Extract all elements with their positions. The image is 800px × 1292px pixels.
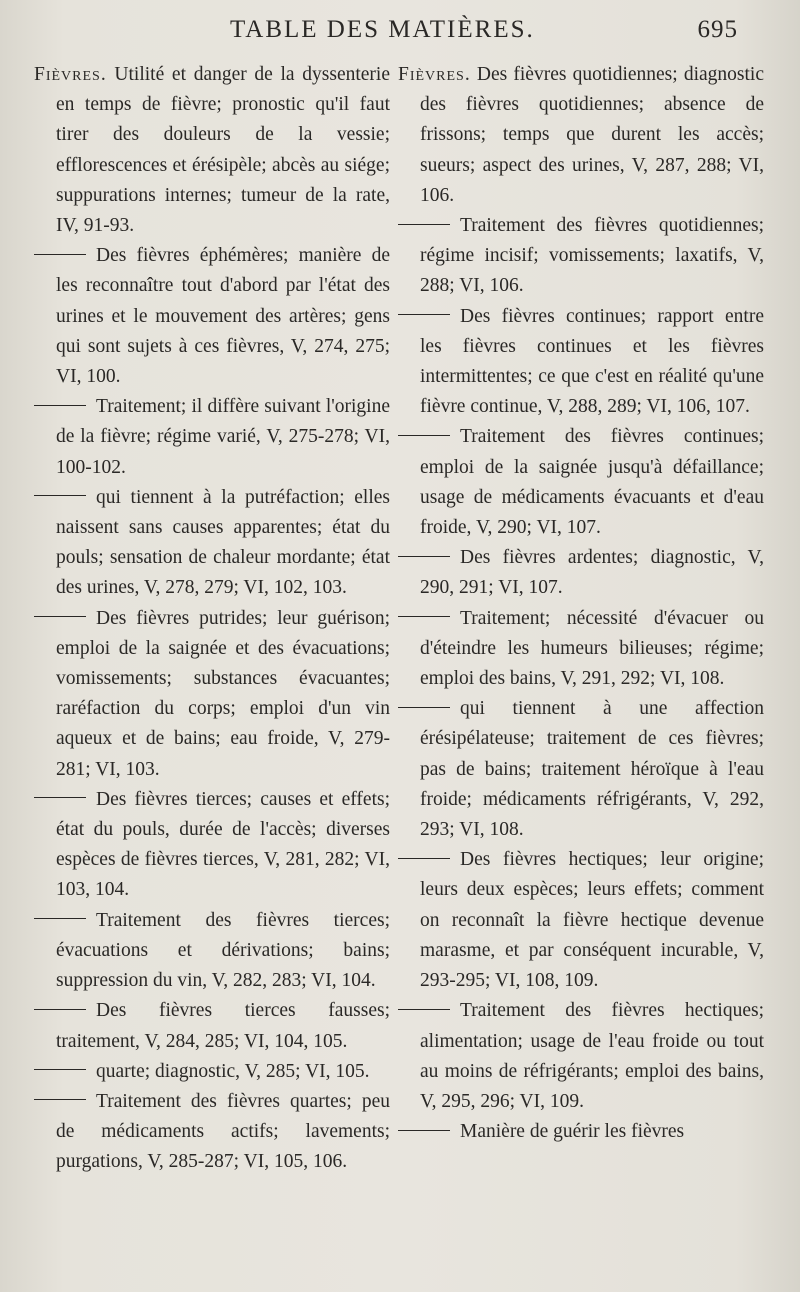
repeat-dash — [398, 314, 450, 316]
index-entry — [34, 392, 390, 483]
entry-text: Traitement; nécessité d'évacuer ou d'éteindre les humeurs bilieuses; régime; emploi des bains, V, 291, 292; VI, 108. — [420, 607, 764, 690]
repeat-dash — [34, 1009, 86, 1011]
index-entry — [34, 241, 390, 392]
entry-head-word: Fièvres. — [398, 64, 471, 85]
repeat-dash — [34, 1099, 86, 1101]
repeat-dash — [398, 858, 450, 860]
index-entry — [34, 60, 390, 241]
index-entry — [398, 845, 764, 996]
repeat-dash — [398, 224, 450, 226]
entry-text: Des fièvres éphémères; manière de les reconnaître tout d'abord par l'état des urines et le mouvement des artères; gens qui sont sujets à ces fièvres, V, 274, 275; VI, 100. — [56, 245, 390, 388]
entry-text: Traitement; il diffère suivant l'origine de la fièvre; régime varié, V, 275-278; VI, 100-102. — [56, 396, 390, 478]
index-entry — [34, 483, 390, 604]
index-entry — [398, 996, 764, 1117]
page-header — [0, 10, 800, 46]
index-entry — [398, 211, 764, 302]
repeat-dash — [34, 1069, 86, 1071]
entry-text: Traitement des fièvres continues; emploi de la saignée jusqu'à défaillance; usage de médicaments évacuants et d'eau froide, V, 290; VI, 107. — [420, 426, 764, 539]
index-entry — [398, 543, 764, 603]
entry-text: Des fièvres continues; rapport entre les fièvres continues et les fièvres intermittentes; ce que c'est en réalité qu'une fièvre continue, V, 288, 289; VI, 106, 107. — [420, 305, 764, 418]
running-title: TABLE DES MATIÈRES. — [230, 16, 535, 43]
repeat-dash — [398, 707, 450, 709]
entry-text: Des fièvres putrides; leur guérison; emploi de la saignée et des évacuations; vomissements; substances évacuantes; raréfaction du corps; emploi d'un vin aqueux et de bains; eau froide, V, 279-281; VI, 103. — [56, 607, 390, 780]
entry-text: Des fièvres quotidiennes; diagnostic des fièvres quotidiennes; absence de frissons; temps que durent les accès; sueurs; aspect des urines, V, 287, 288; VI, 106. — [420, 64, 764, 206]
index-entry — [34, 1087, 390, 1178]
repeat-dash — [34, 616, 86, 618]
entry-text: quarte; diagnostic, V, 285; VI, 105. — [96, 1060, 370, 1082]
index-entry — [398, 60, 764, 211]
index-entry — [34, 996, 390, 1056]
index-entry — [398, 604, 764, 695]
page-number: 695 — [697, 16, 738, 43]
repeat-dash — [398, 435, 450, 437]
entry-head-word: Fièvres. — [34, 64, 107, 85]
index-entry — [398, 1117, 764, 1147]
repeat-dash — [34, 918, 86, 920]
entry-text: Traitement des fièvres quartes; peu de médicaments actifs; lavements; purgations, V, 285-287; VI, 105, 106. — [56, 1090, 390, 1173]
repeat-dash — [398, 616, 450, 618]
index-entry — [398, 422, 764, 543]
entry-text: Des fièvres ardentes; diagnostic, V, 290, 291; VI, 107. — [420, 547, 764, 599]
entry-text: qui tiennent à la putréfaction; elles naissent sans causes apparentes; état du pouls; sensation de chaleur mordante; état des urines, V, 278, 279; VI, 102, 103. — [56, 486, 390, 599]
index-entry — [398, 694, 764, 845]
entry-text: Des fièvres hectiques; leur origine; leurs deux espèces; leurs effets; comment on reconnaît la fièvre hectique devenue marasme, et par conséquent incurable, V, 293-295; VI, 108, 109. — [420, 849, 764, 992]
right-column — [398, 60, 764, 1147]
repeat-dash — [398, 1130, 450, 1132]
entry-text: Des fièvres tierces fausses; traitement, V, 284, 285; VI, 104, 105. — [56, 1000, 390, 1052]
entry-text: Traitement des fièvres quotidiennes; régime incisif; vomissements; laxatifs, V, 288; VI, 106. — [420, 215, 764, 297]
entry-text: Traitement des fièvres hectiques; alimentation; usage de l'eau froide ou tout au moins de réfrigérants; emploi des bains, V, 295, 296; VI, 109. — [420, 1000, 764, 1112]
repeat-dash — [34, 254, 86, 256]
entry-text: Utilité et danger de la dyssenterie en temps de fièvre; pronostic qu'il faut tirer des douleurs de la vessie; efflorescences et érésipèle; abcès au siége; suppurations internes; tumeur de la rate, IV, 91-93. — [56, 64, 390, 237]
entry-text: Des fièvres tierces; causes et effets; état du pouls, durée de l'accès; diverses espèces de fièvres tierces, V, 281, 282; VI, 103, 104. — [56, 788, 390, 901]
repeat-dash — [34, 495, 86, 497]
repeat-dash — [34, 797, 86, 799]
left-column — [34, 60, 390, 1178]
entry-text: Traitement des fièvres tierces; évacuations et dérivations; bains; suppression du vin, V, 282, 283; VI, 104. — [56, 909, 390, 992]
index-entry — [34, 785, 390, 906]
entry-text: Manière de guérir les fièvres — [460, 1121, 685, 1143]
index-entry — [34, 1057, 390, 1087]
index-entry — [398, 302, 764, 423]
repeat-dash — [398, 556, 450, 558]
index-entry — [34, 906, 390, 997]
entry-text: qui tiennent à une affection érésipélateuse; traitement de ces fièvres; pas de bains; traitement héroïque à l'eau froide; médicaments réfrigérants, V, 292, 293; VI, 108. — [420, 698, 764, 841]
repeat-dash — [398, 1009, 450, 1011]
index-entry — [34, 604, 390, 785]
repeat-dash — [34, 405, 86, 407]
